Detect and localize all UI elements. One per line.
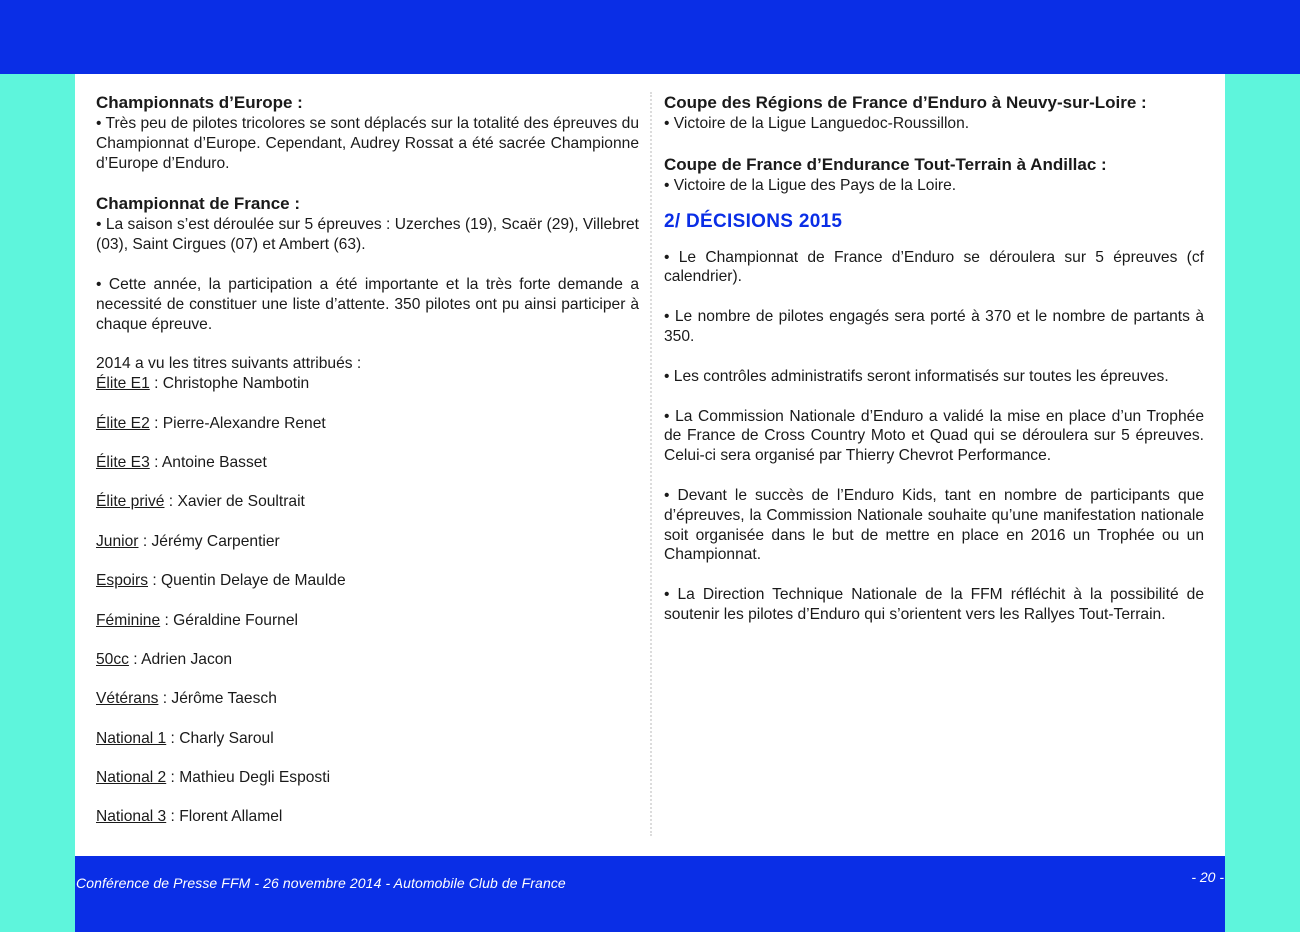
france-para-2: • Cette année, la participation a été importante et la très forte demande a necessité de constituer une liste d’attente. 350 pilotes ont pu ainsi participer à chaque épreuve.: [96, 275, 639, 333]
title-winner: : Quentin Delaye de Maulde: [148, 572, 346, 590]
decision-item: • La Commission Nationale d’Enduro a validé la mise en place d’un Trophée de France de Cross Country Moto et Quad qui se déroulera sur 5 épreuves. Celui-ci sera organisé par Thierry Chevrot Performance.: [664, 407, 1204, 465]
title-category: National 2: [96, 769, 167, 787]
regions-heading: Coupe des Régions de France d’Enduro à Neuvy-sur-Loire :: [664, 93, 1147, 112]
title-item: [96, 729, 639, 749]
header-band: [0, 0, 1300, 74]
title-winner: : Mathieu Degli Esposti: [166, 769, 331, 787]
decision-item: • Les contrôles administratifs seront informatisés sur toutes les épreuves.: [664, 367, 1169, 385]
title-item: [96, 571, 639, 591]
titles-intro: 2014 a vu les titres suivants attribués :: [96, 355, 362, 373]
title-item: [96, 492, 639, 512]
title-item: [96, 414, 639, 434]
title-item: [96, 689, 639, 709]
title-category: Vétérans: [96, 690, 159, 708]
title-item: [96, 768, 639, 788]
title-category: Élite E2: [96, 414, 150, 432]
decision-item: • La Direction Technique Nationale de la FFM réfléchit à la possibilité de soutenir les pilotes d’Enduro qui s’orientent vers les Rallyes Tout-Terrain.: [664, 586, 1204, 623]
right-column: [664, 92, 1204, 625]
footer-caption: Conférence de Presse FFM - 26 novembre 2014 - Automobile Club de France: [76, 875, 566, 891]
endurance-text: • Victoire de la Ligue des Pays de la Loire.: [664, 176, 957, 194]
title-winner: : Adrien Jacon: [128, 650, 233, 668]
column-divider: [650, 92, 652, 836]
france-heading: Championnat de France :: [96, 194, 301, 214]
title-item: [96, 650, 639, 670]
title-category: Féminine: [96, 611, 161, 629]
title-category: Junior: [96, 532, 139, 550]
decision-item: • Devant le succès de l’Enduro Kids, tant en nombre de participants que d’épreuves, la Commission Nationale souhaite qu’une manifestation nationale soit organisée dans le but de mettre en place en 2016 un Trophée ou un Championnat.: [664, 486, 1204, 564]
title-category: Élite E3: [96, 453, 150, 471]
europe-text: • Très peu de pilotes tricolores se sont déplacés sur la totalité des épreuves du Championnat d’Europe. Cependant, Audrey Rossat a été sacrée Championne d’Europe d’Enduro.: [96, 115, 639, 172]
left-column: [96, 92, 639, 827]
footer-band: [75, 856, 1225, 932]
decision-item: • Le nombre de pilotes engagés sera porté à 370 et le nombre de partants à 350.: [664, 308, 1204, 345]
title-category: Élite privé: [96, 493, 165, 511]
title-winner: : Jérémy Carpentier: [138, 532, 280, 550]
title-winner: : Charly Saroul: [166, 729, 274, 747]
title-category: National 3: [96, 808, 167, 826]
title-category: 50cc: [96, 650, 129, 668]
title-winner: : Antoine Basset: [149, 453, 267, 471]
title-winner: : Florent Allamel: [166, 808, 283, 826]
title-winner: : Xavier de Soultrait: [164, 493, 305, 511]
endurance-heading: Coupe de France d’Endurance Tout-Terrain à Andillac :: [664, 154, 1107, 174]
france-para-1: • La saison s’est déroulée sur 5 épreuves : Uzerches (19), Scaër (29), Villebret (03), Saint Cirgues (07) et Ambert (63).: [96, 216, 639, 254]
title-winner: : Pierre-Alexandre Renet: [149, 414, 326, 432]
titles-list: [96, 374, 639, 827]
europe-heading: Championnats d’Europe :: [96, 93, 303, 112]
title-category: Élite E1: [96, 375, 150, 393]
title-winner: : Géraldine Fournel: [160, 611, 298, 629]
page-number: - 20 -: [1191, 869, 1224, 885]
title-item: [96, 374, 639, 394]
title-category: Espoirs: [96, 572, 148, 590]
decision-item: • Le Championnat de France d’Enduro se déroulera sur 5 épreuves (cf calendrier).: [664, 248, 1204, 286]
title-category: National 1: [96, 729, 167, 747]
title-item: [96, 807, 639, 827]
title-winner: : Jérôme Taesch: [158, 690, 277, 708]
title-item: [96, 453, 639, 473]
title-item: [96, 611, 639, 631]
decisions-title: 2/ DÉCISIONS 2015: [664, 210, 843, 232]
title-winner: : Christophe Nambotin: [149, 375, 310, 393]
regions-text: • Victoire de la Ligue Languedoc-Roussillon.: [664, 115, 970, 132]
title-item: [96, 532, 639, 552]
